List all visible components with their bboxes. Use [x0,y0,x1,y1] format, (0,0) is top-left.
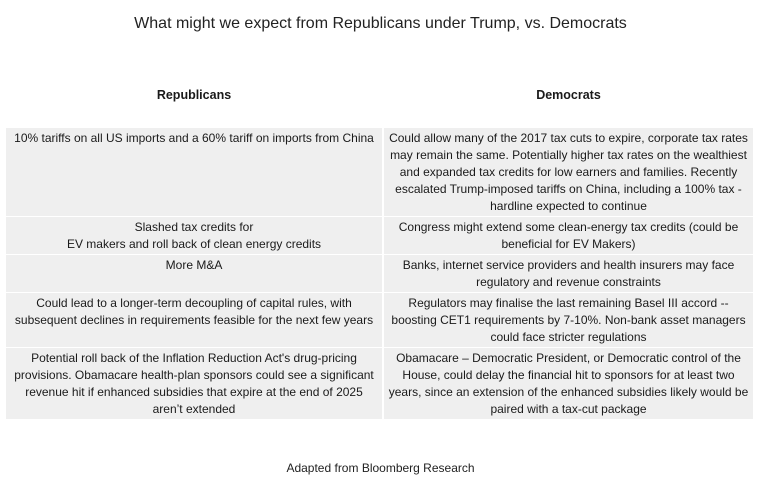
democrats-cell: Obamacare – Democratic President, or Democratic control of the House, could delay the financial hit to sponsors for at least two years, since an extension of the enhanced subsidies likely would be paired with a tax-cut package [384,348,753,419]
republicans-cell: Slashed tax credits for EV makers and roll back of clean energy credits [6,217,382,254]
republicans-cell: More M&A [6,255,382,292]
democrats-cell: Banks, internet service providers and health insurers may face regulatory and revenue constraints [384,255,753,292]
republicans-cell: 10% tariffs on all US imports and a 60% tariff on imports from China [6,128,382,216]
source-footnote: Adapted from Bloomberg Research [286,461,475,475]
table-row [6,217,753,254]
column-header-republicans: Republicans [156,88,232,102]
democrats-cell: Regulators may finalise the last remaining Basel III accord -- boosting CET1 requirements by 7-10%. Non-bank asset managers could face stricter regulations [384,293,753,347]
republicans-cell: Potential roll back of the Inflation Reduction Act's drug-pricing provisions. Obamacare health-plan sponsors could see a significant revenue hit if enhanced subsidies that expire at the end of 2025 aren’t extended [6,348,382,419]
democrats-cell: Congress might extend some clean-energy tax credits (could be beneficial for EV Makers) [384,217,753,254]
column-header-democrats: Democrats [536,88,601,102]
comparison-table [6,128,753,420]
table-row [6,293,753,347]
table-row [6,348,753,419]
democrats-cell: Could allow many of the 2017 tax cuts to expire, corporate tax rates may remain the same. Potentially higher tax rates on the wealthiest and expanded tax credits for low earners and families. Recently escalated Trump-imposed tariffs on China, including a 100% tax - hardline expected to continue [384,128,753,216]
table-row [6,128,753,216]
table-row [6,255,753,292]
republicans-cell: Could lead to a longer-term decoupling of capital rules, with subsequent declines in requirements feasible for the next few years [6,293,382,347]
page-title: What might we expect from Republicans under Trump, vs. Democrats [134,15,627,32]
